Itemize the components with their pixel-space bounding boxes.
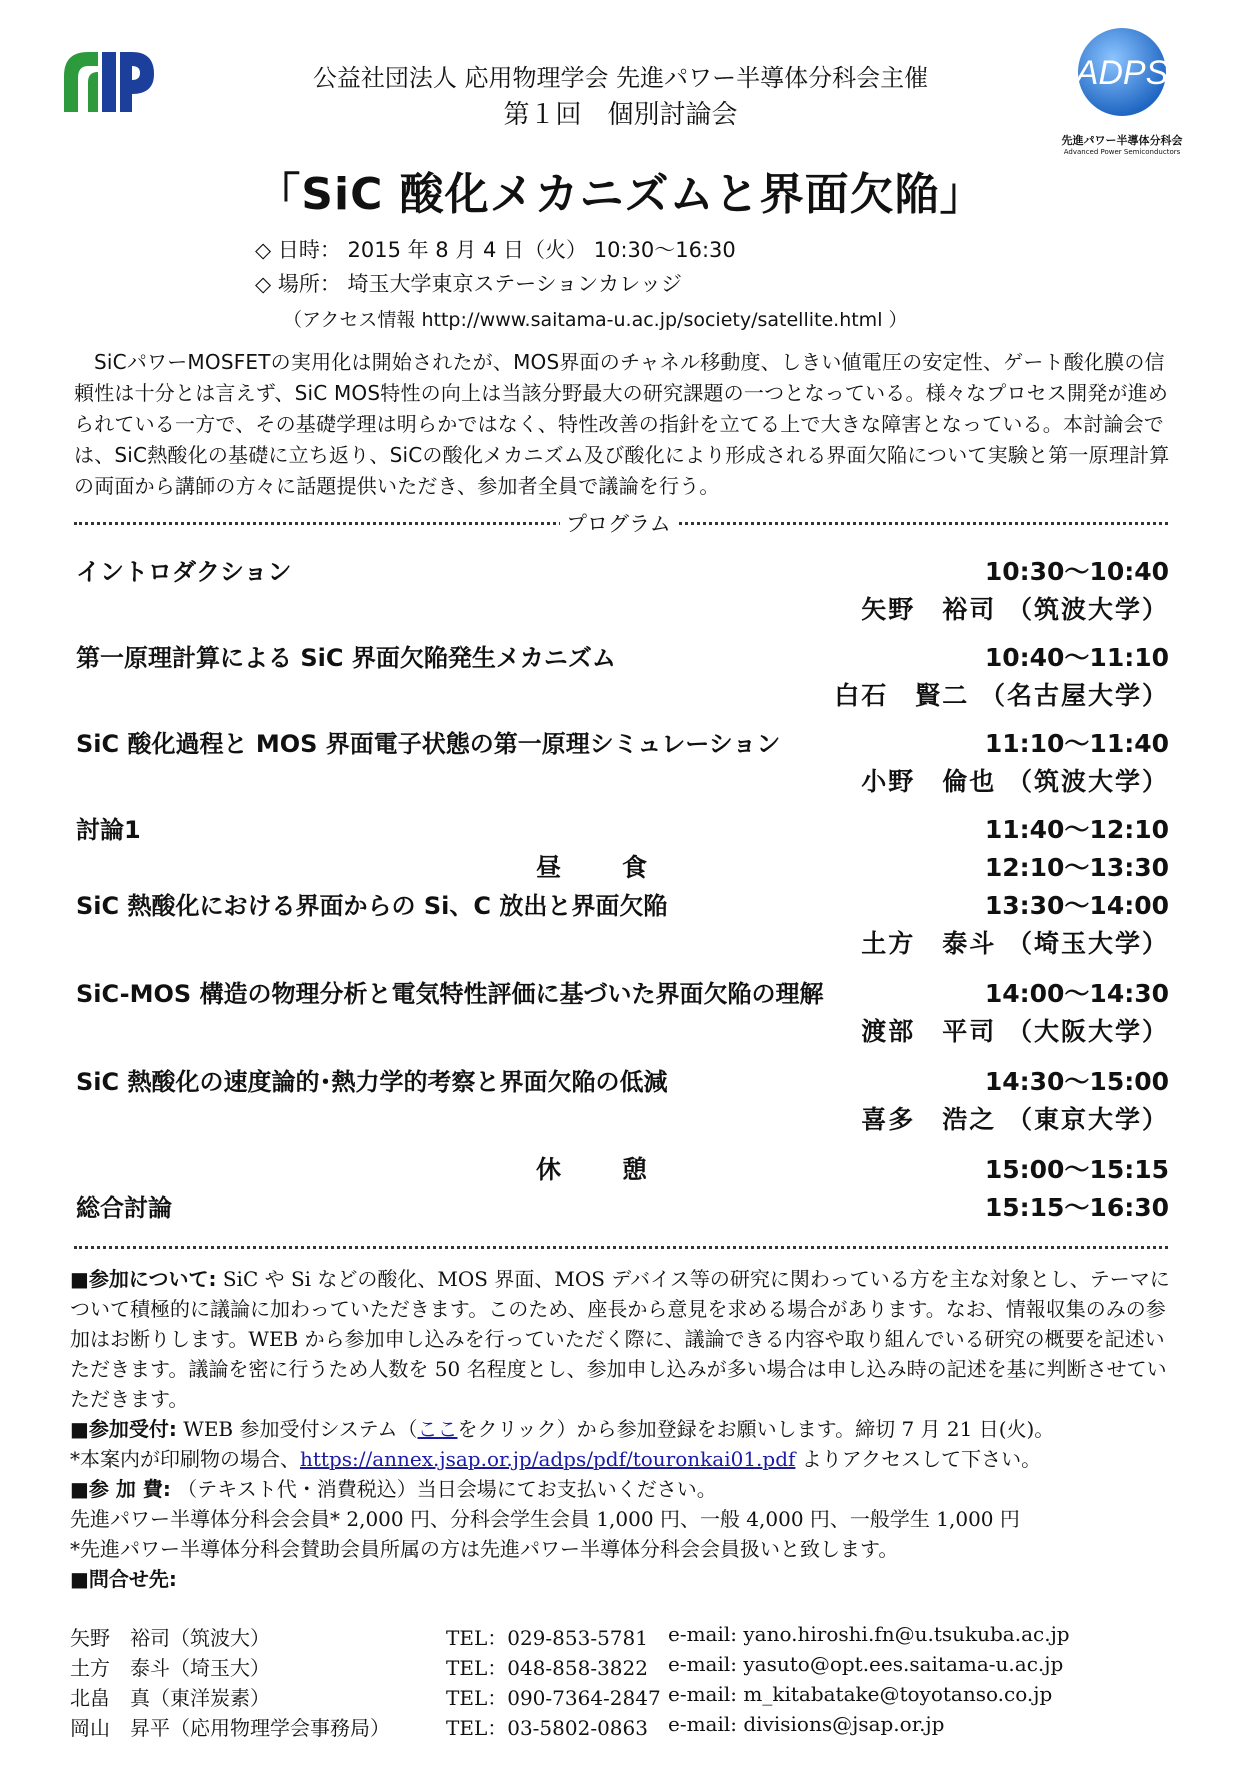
contact-email[interactable]: e-mail: divisions@jsap.or.jp [668, 1712, 945, 1736]
page-title: 「SiC 酸化メカニズムと界面欠陥」 [256, 169, 985, 220]
fee-note [70, 1474, 1180, 1504]
contact-tel: TEL：090-7364-2847 [446, 1686, 661, 1710]
program-title-1: イントロダクション [76, 558, 292, 586]
contact-email[interactable]: e-mail: yano.hiroshi.fn@u.tsukuba.ac.jp [668, 1622, 1070, 1646]
divider-dots-bottom [74, 1236, 1168, 1249]
adps-sub-jp: 先進パワー半導体分科会 [1061, 134, 1183, 147]
reception-note [70, 1414, 1180, 1444]
program-time-3: 11:10～11:40 [984, 729, 1169, 758]
contact-heading [70, 1564, 1180, 1594]
reception-link[interactable]: ここ [417, 1417, 458, 1441]
program-speaker-1: 矢野 裕司 （筑波大学） [861, 595, 1169, 624]
pdf-link[interactable]: https://annex.jsap.or.jp/adps/pdf/touronkai01.pdf [300, 1447, 796, 1471]
adps-sub-en: Advanced Power Semiconductors [1063, 148, 1181, 156]
organizer: 公益社団法人 応用物理学会 先進パワー半導体分科会主催 [312, 64, 929, 92]
program-speaker-6: 渡部 平司 （大阪大学） [861, 1017, 1169, 1046]
program-title-7: SiC 熱酸化の速度論的･熱力学的考察と界面欠陥の低減 [76, 1068, 668, 1096]
program-label: プログラム [560, 508, 677, 538]
intro-paragraph: SiCパワーMOSFETの実用化は開始されたが、MOS界面のチャネル移動度、しきい値電圧の安定性、ゲート酸化膜の信頼性は十分とは言えず、SiC MOS特性の向上は当該分野最大の研究課題の一つとなっている。様々なプロセス開発が進められている一方で、その基礎学理は明らかではなく、特性改善の指針を立てる上で大きな障害となっている。本討論会では、SiC熱酸化の基礎に立ち返り、SiCの酸化メカニズム及び酸化により形成される界面欠陥について実験と第一原理計算の両面から講師の方々に話題提供いただき、参加者全員で議論を行う。 [74, 350, 1170, 498]
program-time-8: 15:15～16:30 [984, 1193, 1169, 1222]
fee-footnote: *先進パワー半導体分科会賛助会員所属の方は先進パワー半導体分科会会員扱いと致します。 [70, 1537, 899, 1561]
event-place: ◇ 場所： 埼玉大学東京ステーションカレッジ [255, 272, 683, 296]
print-note [70, 1444, 1180, 1474]
participation-note [70, 1264, 1180, 1414]
contact-tel: TEL：03-5802-0863 [446, 1716, 648, 1740]
contact-name: 北畠 真（東洋炭素） [70, 1686, 270, 1710]
contact-tel: TEL：048-858-3822 [446, 1656, 648, 1680]
program-time-5: 13:30～14:00 [984, 891, 1169, 920]
contact-name: 矢野 裕司（筑波大） [70, 1626, 270, 1650]
program-time-4: 11:40～12:10 [984, 815, 1169, 844]
participation-text: SiC や Si などの酸化、MOS 界面、MOS デバイス等の研究に関わっている方を主な対象とし、テーマについて積極的に議論に加わっていただきます。このため、座長から意見を求める場合があります。なお、情報収集のみの参加はお断りします。WEB から参加申し込みを行っていただく際に、議論できる内容や取り組んでいる研究の概要を記述いただきます。議論を密に行うため人数を 50 名程度とし、参加申し込みが多い場合は申し込み時の記述を基に判断させていただきます。 [70, 1267, 1170, 1411]
program-title-6: SiC-MOS 構造の物理分析と電気特性評価に基づいた界面欠陥の理解 [76, 980, 824, 1008]
program-speaker-7: 喜多 浩之 （東京大学） [861, 1105, 1169, 1134]
print-pre: *本案内が印刷物の場合、 [70, 1447, 300, 1471]
participation-label: ■参加について: [70, 1267, 217, 1291]
print-post: よりアクセスして下さい。 [795, 1447, 1042, 1471]
access-info: （アクセス情報 http://www.saitama-u.ac.jp/society/satellite.html ） [283, 309, 908, 331]
program-time-7: 14:30～15:00 [984, 1067, 1169, 1096]
intro-text [74, 347, 1174, 502]
lunch-label: 昼 食 [536, 853, 666, 882]
contact-label: ■問合せ先: [70, 1567, 177, 1591]
reception-pre: WEB 参加受付システム（ [176, 1417, 418, 1441]
program-title-4: 討論1 [76, 816, 141, 844]
program-speaker-5: 土方 泰斗 （埼玉大学） [861, 929, 1169, 958]
contact-email[interactable]: e-mail: m_kitabatake@toyotanso.co.jp [668, 1682, 1053, 1706]
event-date: ◇ 日時： 2015 年 8 月 4 日（火） 10:30～16:30 [255, 238, 736, 262]
reception-label: ■参加受付: [70, 1417, 177, 1441]
contact-email[interactable]: e-mail: yasuto@opt.ees.saitama-u.ac.jp [668, 1652, 1064, 1676]
program-title-2: 第一原理計算による SiC 界面欠陥発生メカニズム [76, 644, 616, 672]
program-time-break: 15:00～15:15 [984, 1155, 1169, 1184]
program-speaker-2: 白石 賢二 （名古屋大学） [834, 681, 1169, 710]
fee-detail: 先進パワー半導体分科会会員* 2,000 円、分科会学生会員 1,000 円、一般 4,000 円、一般学生 1,000 円 [70, 1507, 1020, 1531]
adps-logo-text: ADPS [1075, 54, 1169, 92]
program-time-1: 10:30～10:40 [984, 557, 1169, 586]
program-title-8: 総合討論 [76, 1194, 172, 1222]
reception-post: をクリック）から参加登録をお願いします。締切 7 月 21 日(火)。 [457, 1417, 1055, 1441]
contact-name: 土方 泰斗（埼玉大） [70, 1656, 270, 1680]
program-title-5: SiC 熱酸化における界面からの Si、C 放出と界面欠陥 [76, 892, 668, 920]
session-title: 第１回 個別討論会 [503, 100, 738, 130]
program-time-2: 10:40～11:10 [984, 643, 1169, 672]
notes-section [70, 1264, 1180, 1594]
program-time-6: 14:00～14:30 [984, 979, 1169, 1008]
fee-text: （テキスト代・消費税込）当日会場にてお支払いください。 [170, 1477, 717, 1501]
contact-name: 岡山 昇平（応用物理学会事務局） [70, 1716, 390, 1740]
program-title-3: SiC 酸化過程と MOS 界面電子状態の第一原理シミュレーション [76, 730, 781, 758]
program-time-lunch: 12:10～13:30 [984, 853, 1169, 882]
break-label: 休 憩 [536, 1155, 666, 1184]
fee-label: ■参 加 費: [70, 1477, 171, 1501]
program-speaker-3: 小野 倫也 （筑波大学） [861, 767, 1169, 796]
contact-tel: TEL：029-853-5781 [446, 1626, 648, 1650]
